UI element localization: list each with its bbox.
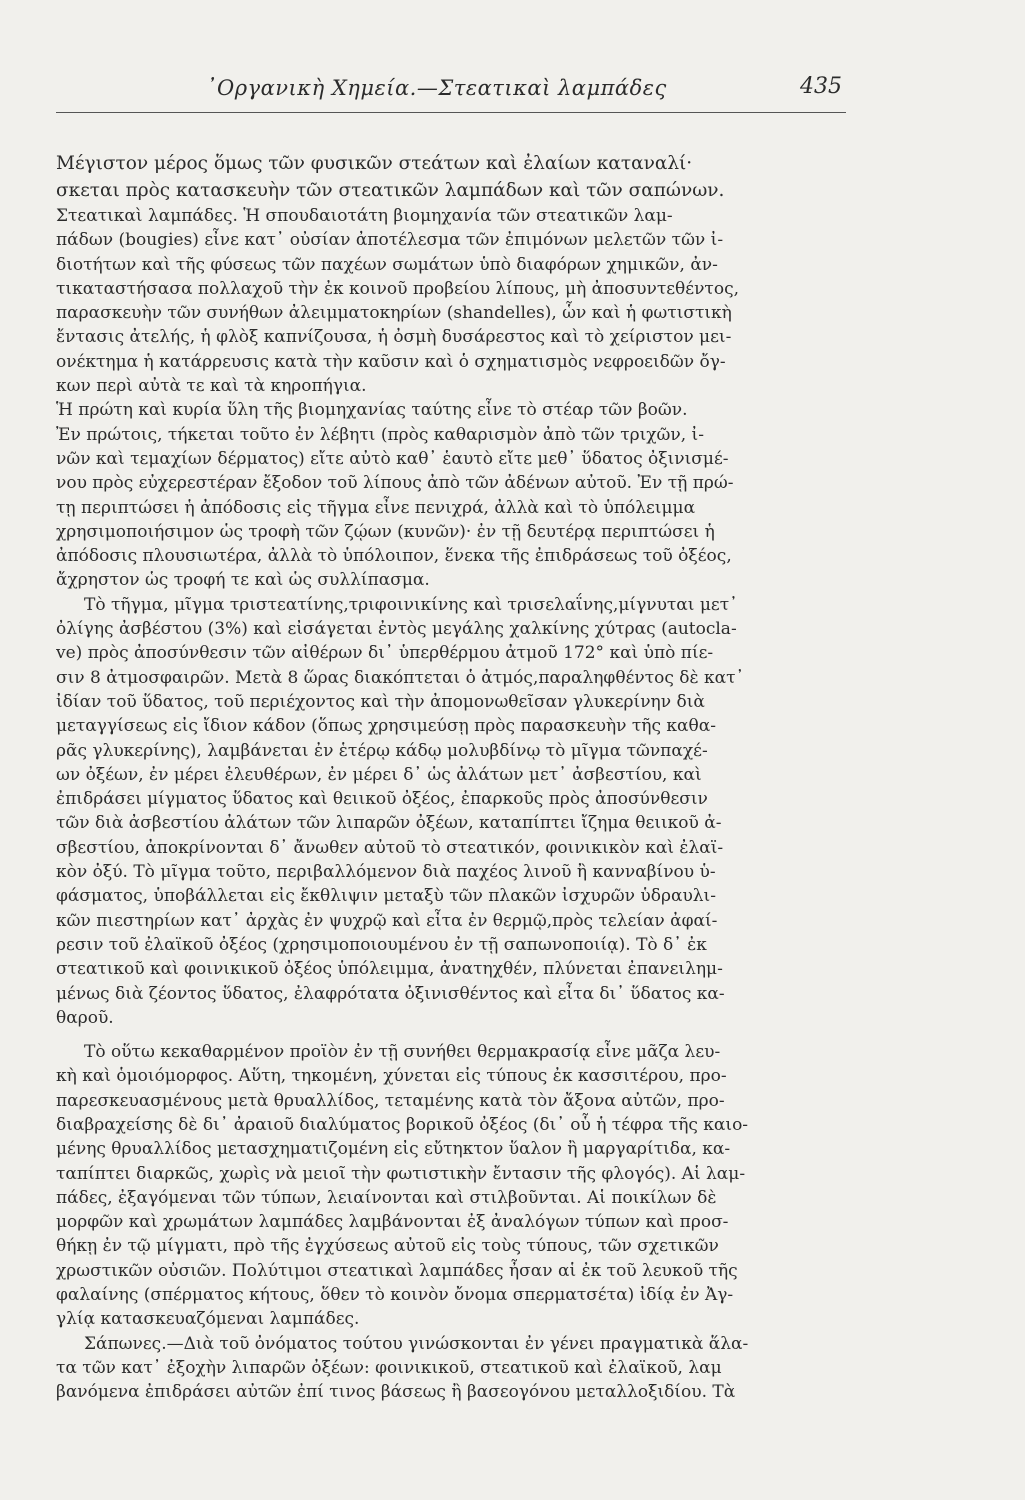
text-line: ve) πρὸς ἀποσύνθεσιν τῶν αἰθέρων δι᾿ ὑπερθέρμου ἀτμοῦ 172° καὶ ὑπὸ πίε- [56,643,714,664]
text-line: τικαταστήσασα πολλαχοῦ τὴν ἐκ κοινοῦ προβείου λίπους, μὴ ἀποσυντεθέντος, [56,278,739,299]
text-line: ων ὀξέων, ἐν μέρει ἐλευθέρων, ἐν μέρει δ᾿ ὡς ἀλάτων μετ᾿ ἀσβεστίου, καὶ [56,764,702,785]
text-line: σβεστίου, ἀποκρίνονται δ᾿ ἄνωθεν αὐτοῦ τὸ στεατικόν, φοινικικὸν καὶ ἐλαϊ- [56,837,724,858]
text-line: μορφῶν καὶ χρωμάτων λαμπάδες λαμβάνονται ἐξ ἀναλόγων τύπων καὶ προσ- [56,1212,729,1233]
text-line: φαλαίνης (σπέρματος κήτους, ὅθεν τὸ κοινὸν ὄνομα σπερματσέτα) ἰδίᾳ ἐν Ἀγ- [56,1285,734,1306]
text-line: Στεατικαὶ λαμπάδες. Ἡ σπουδαιοτάτη βιομηχανία τῶν στεατικῶν λαμ- [56,206,673,226]
text-line: θήκῃ ἐν τῷ μίγματι, πρὸ τῆς ἐγχύσεως αὐτοῦ εἰς τοὺς τύπους, τῶν σχετικῶν [56,1236,719,1257]
text-line: νῶν καὶ τεμαχίων δέρματος) εἴτε αὐτὸ καθ᾿ ἑαυτὸ εἴτε μεθ᾿ ὕδατος ὀξινισμέ- [56,448,729,469]
text-line: μένης θρυαλλίδος μετασχηματιζομένη εἰς εὔτηκτον ὕαλον ἢ μαργαρίτιδα, κα- [56,1139,731,1160]
text-line: Ἐν πρώτοις, τήκεται τοῦτο ἐν λέβητι (πρὸς καθαρισμὸν ἀπὸ τῶν τριχῶν, ἰ- [56,424,704,445]
text-line: τα τῶν κατ᾿ ἐξοχὴν λιπαρῶν ὀξέων: φοινικικοῦ, στεατικοῦ καὶ ἐλαϊκοῦ, λαμ [56,1357,722,1378]
paragraph-casting [56,1040,846,1332]
text-line: ἀπόδοσις πλουσιωτέρα, ἀλλὰ τὸ ὑπόλοιπον, ἕνεκα τῆς ἐπιδράσεως τοῦ ὀξέος, [56,546,732,567]
text-line: ἐπιδράσει μίγματος ὕδατος καὶ θειικοῦ ὀξέος, ἐπαρκοῦς πρὸς ἀποσύνθεσιν [56,789,708,810]
text-line: νου πρὸς εὐχερεστέραν ἔξοδον τοῦ λίπους ἀπὸ τῶν ἀδένων αὐτοῦ. Ἐν τῇ πρώ- [56,473,734,494]
text-line: κων περὶ αὐτὰ τε καὶ τὰ κηροπήγια. [56,376,367,397]
text-line: Τὸ τῆγμα, μῖγμα τριστεατίνης,τριφοινικίνης καὶ τρισελαΐνης,μίγνυται μετ᾿ [84,594,738,615]
page-number: 435 [800,74,842,99]
text-line: διαβραχείσης δὲ δι᾿ ἀραιοῦ διαλύματος βορικοῦ ὀξέος (δι᾿ οὗ ἡ τέφρα τῆς καιο- [56,1114,749,1135]
text-line: βανόμενα ἐπιδράσει αὐτῶν ἐπί τινος βάσεως ἢ βασεογόνου μεταλλοξιδίου. Τὰ [56,1382,736,1403]
text-line: φάσματος, ὑποβάλλεται εἰς ἔκθλιψιν μεταξὺ τῶν πλακῶν ἰσχυρῶν ὑδραυλι- [56,886,716,907]
text-line: ἔντασις ἀτελής, ἡ φλὸξ καπνίζουσα, ἡ ὀσμὴ δυσάρεστος καὶ τὸ χείριστον μει- [56,327,732,348]
text-line: Ἡ πρώτη καὶ κυρία ὕλη τῆς βιομηχανίας ταύτης εἶνε τὸ στέαρ τῶν βοῶν. [56,400,688,421]
text-line: στεατικοῦ καὶ φοινικικοῦ ὀξέος ὑπόλειμμα, ἀνατηχθέν, πλύνεται ἐπανειλημ- [56,959,723,980]
text-line: ρεσιν τοῦ ἐλαϊκοῦ ὀξέος (χρησιμοποιουμένου ἐν τῇ σαπωνοποιίᾳ). Τὸ δ᾿ ἐκ [56,934,707,955]
text-line: ονέκτημα ἡ κατάρρευσις κατὰ τὴν καῦσιν καὶ ὁ σχηματισμὸς νεφροειδῶν ὄγ- [56,351,726,372]
text-line: σιν 8 ἀτμοσφαιρῶν. Μετὰ 8 ὥρας διακόπτεται ὁ ἀτμός,παραληφθέντος δὲ κατ᾿ [56,667,745,688]
running-title: ᾿Οργανικὴ Χημεία.—Στεατικαὶ λαμπάδες [206,76,667,100]
text-line: παρασκευὴν τῶν συνήθων ἀλειμματοκηρίων (shandelles), ὧν καὶ ἡ φωτιστικὴ [56,303,732,324]
text-line: ρᾶς γλυκερίνης), λαμβάνεται ἐν ἑτέρῳ κάδῳ μολυβδίνῳ τὸ μῖγμα τῶνπαχέ- [56,740,708,761]
text-line: μεταγγίσεως εἰς ἴδιον κάδον (ὅπως χρησιμεύσῃ πρὸς παρασκευὴν τῆς καθα- [56,716,716,737]
paragraph-soaps [56,1332,846,1405]
text-line: γλίᾳ κατασκευαζόμεναι λαμπάδες. [56,1309,360,1330]
text-line: κῶν πιεστηρίων κατ᾿ ἀρχὰς ἐν ψυχρῷ καὶ εἶτα ἐν θερμῷ,πρὸς τελείαν ἀφαί- [56,910,718,931]
running-header [56,72,846,113]
text-line: διοτήτων καὶ τῆς φύσεως τῶν παχέων σωμάτων ὑπὸ διαφόρων χημικῶν, ἀν- [56,254,718,275]
text-line: χρωστικῶν οὐσιῶν. Πολύτιμοι στεατικαὶ λαμπάδες ἦσαν αἱ ἐκ τοῦ λευκοῦ τῆς [56,1260,738,1281]
text-line: ταπίπτει διαρκῶς, χωρὶς νὰ μειοῖ τὴν φωτιστικὴν ἔντασιν τῆς φλογός). Αἱ λαμ- [56,1163,746,1184]
text-line: μένως διὰ ζέοντος ὕδατος, ἐλαφρότατα ὀξινισθέντος καὶ εἶτα δι᾿ ὕδατος κα- [56,983,725,1004]
paragraph-stearic-candles [56,204,846,1030]
text-line: Τὸ οὕτω κεκαθαρμένον προϊὸν ἐν τῇ συνήθει θερμακρασίᾳ εἶνε μᾶζα λευ- [84,1042,721,1063]
text-line: πάδων (bougies) εἶνε κατ᾿ οὐσίαν ἀποτέλεσμα τῶν ἐπιμόνων μελετῶν τῶν ἰ- [56,230,724,251]
text-line: παρεσκευασμένους μετὰ θρυαλλίδος, τεταμένης κατὰ τὸν ἄξονα αὐτῶν, προ- [56,1090,725,1111]
text-line: Σάπωνες.—Διὰ τοῦ ὀνόματος τούτου γινώσκονται ἐν γένει πραγματικὰ ἅλα- [84,1333,749,1354]
text-body [56,150,846,1405]
text-line: ἄχρηστον ὡς τροφή τε καὶ ὡς συλλίπασμα. [56,570,430,591]
text-line: χρησιμοποιήσιμον ὡς τροφὴ τῶν ζῴων (κυνῶν)· ἐν τῇ δευτέρᾳ περιπτώσει ἡ [56,521,715,542]
text-line: ἰδίαν τοῦ ὕδατος, τοῦ περιέχοντος καὶ τὴν ἀπομονωθεῖσαν γλυκερίνην διὰ [56,691,705,712]
text-line: κὸν ὀξύ. Τὸ μῖγμα τοῦτο, περιβαλλόμενον διὰ παχέος λινοῦ ἢ κανναβίνου ὑ- [56,862,716,883]
text-line: πάδες, ἐξαγόμεναι τῶν τύπων, λειαίνονται καὶ στιλβοῦνται. Αἱ ποικίλων δὲ [56,1187,717,1208]
text-line: κὴ καὶ ὁμοιόμορφος. Αὕτη, τηκομένη, χύνεται εἰς τύπους ἐκ κασσιτέρου, προ- [56,1066,727,1087]
text-line: σκεται πρὸς κατασκευὴν τῶν στεατικῶν λαμπάδων καὶ τῶν σαπώνων. [56,180,725,201]
paragraph-intro [56,150,846,204]
text-line: τῶν διὰ ἀσβεστίου ἀλάτων τῶν λιπαρῶν ὀξέων, καταπίπτει ἴζημα θειικοῦ ἀ- [56,813,722,834]
text-line: ὀλίγης ἀσβέστου (3%) καὶ εἰσάγεται ἐντὸς μεγάλης χαλκίνης χύτρας (autocla- [56,619,737,640]
text-line: τῃ περιπτώσει ἡ ἀπόδοσις εἰς τῆγμα εἶνε πενιχρά, ἀλλὰ καὶ τὸ ὑπόλειμμα [56,497,696,518]
text-line: θαροῦ. [56,1007,114,1028]
text-line: Μέγιστον μέρος ὅμως τῶν φυσικῶν στεάτων καὶ ἐλαίων καταναλί· [56,153,693,174]
